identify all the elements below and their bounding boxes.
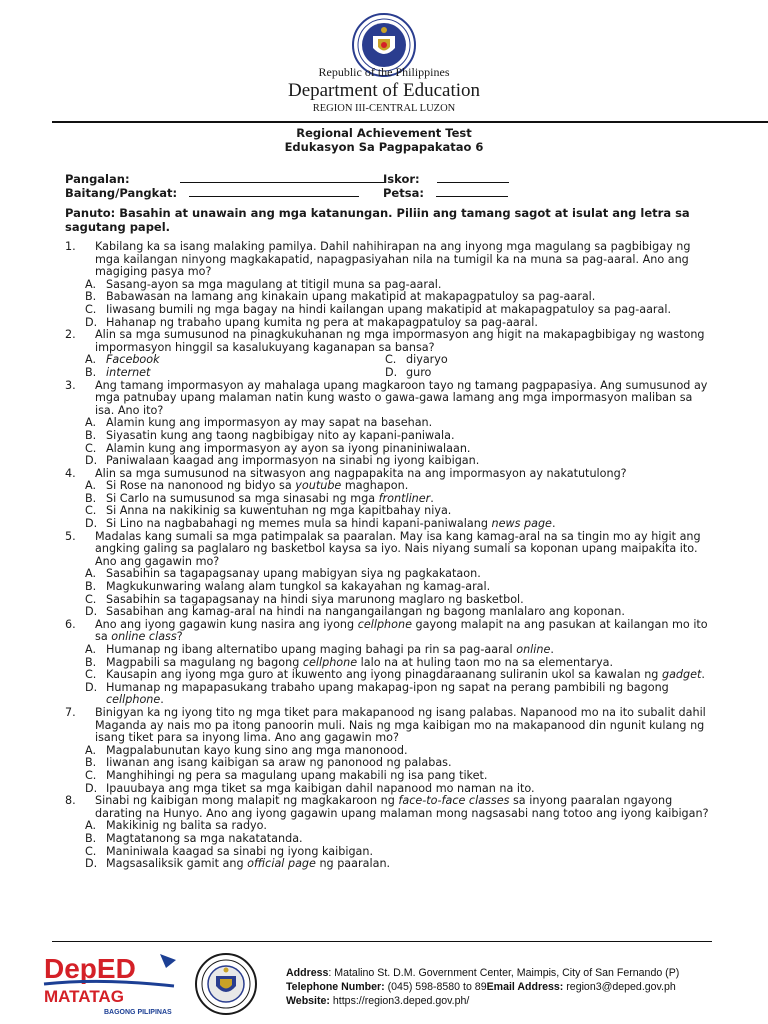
republic-seal-logo bbox=[194, 952, 258, 1016]
question-8 bbox=[65, 795, 715, 820]
iskor-label: Iskor: bbox=[383, 172, 420, 186]
question-text: Madalas kang sumali sa mga patimpalak sa paaralan. May isa kang kamag-aral na sa tingin mo ay higit ang angking galing sa paglalaro ng basketbol kaysa sa iyo. Nais niyang sumali sa koponan upang maipakita ito. Ano ang gagawin mo? bbox=[95, 529, 701, 568]
choice-letter: B. bbox=[85, 580, 97, 594]
address-line bbox=[286, 966, 679, 980]
republic-text: Republic of the Philippines bbox=[318, 65, 450, 79]
choice[interactable] bbox=[85, 833, 715, 846]
region-name: REGION III-CENTRAL LUZON bbox=[312, 103, 456, 114]
choice-letter: A. bbox=[85, 277, 97, 291]
choice-text-part: Si Carlo na sumusunod sa mga sinasabi ng mga bbox=[106, 491, 379, 505]
choice[interactable] bbox=[385, 367, 685, 380]
choice-text: Sasang-ayon sa mga magulang at titigil muna sa pag-aaral. bbox=[106, 277, 442, 291]
choice-text-part: Kausapin ang iyong mga guro at ikuwento ang iyong pinagdaraanang suliranin ukol sa kawalan ng bbox=[106, 668, 662, 682]
choice-letter: A. bbox=[85, 353, 97, 367]
choice-text: Iiwanan ang isang kaibigan sa araw ng panonood ng palabas. bbox=[106, 756, 452, 770]
question-6 bbox=[65, 619, 715, 644]
choice-letter: D. bbox=[85, 680, 98, 694]
choice-text: Sasabihin sa tagapagsanay na hindi siya marunong maglaro ng basketbol. bbox=[106, 592, 524, 606]
question-1 bbox=[65, 241, 715, 279]
choice-text: Alamin kung ang impormasyon ay ayon sa iyong pinaniniwalaan. bbox=[106, 441, 471, 455]
deped-matatag-logo bbox=[42, 950, 182, 1020]
choice-text-part: . bbox=[551, 517, 556, 531]
choice-letter: C. bbox=[85, 302, 97, 316]
choice-letter: C. bbox=[85, 844, 97, 858]
choice-text: Iiwasang bumili ng mga bagay na hindi kailangan upang makatipid at makapagpatuloy sa pag-aaral. bbox=[106, 302, 672, 316]
choice-text-part: . bbox=[701, 668, 705, 682]
petsa-blank[interactable] bbox=[436, 186, 508, 197]
choice-letter: C. bbox=[385, 353, 397, 367]
choice-text: Ipauubaya ang mga tiket sa mga kaibigan dahil napanood mo naman na ito. bbox=[106, 781, 535, 795]
question-number: 2. bbox=[65, 328, 76, 342]
choice-text-italic: news page bbox=[491, 517, 552, 531]
choice[interactable] bbox=[85, 455, 715, 468]
choice-letter: D. bbox=[85, 605, 98, 619]
question-2 bbox=[65, 329, 715, 354]
pangalan-blank[interactable] bbox=[180, 172, 386, 183]
address-label: Address bbox=[286, 967, 329, 979]
choice-text-italic: frontliner bbox=[378, 491, 431, 505]
matatag-wordmark: MATATAG bbox=[44, 987, 124, 1006]
choice[interactable] bbox=[85, 581, 715, 594]
iskor-blank[interactable] bbox=[437, 172, 509, 183]
choice-text: Alamin kung ang impormasyon ay may sapat na basehan. bbox=[106, 416, 433, 430]
telephone-label: Telephone Number: bbox=[286, 981, 385, 993]
choice-text: Magpalabunutan kayo kung sino ang mga manonood. bbox=[106, 743, 408, 757]
choice[interactable] bbox=[85, 430, 715, 443]
choice[interactable] bbox=[85, 858, 715, 871]
question-text bbox=[95, 619, 715, 644]
telephone-value: (045) 598-8580 to 89 bbox=[384, 981, 487, 993]
choice-text-italic: youtube bbox=[295, 479, 342, 493]
footer-divider bbox=[52, 941, 712, 942]
choice-letter: C. bbox=[85, 504, 97, 518]
question-5 bbox=[65, 531, 715, 569]
choice-letter: A. bbox=[85, 479, 97, 493]
choice-text-part: lalo na at huling taon mo na sa elementarya. bbox=[357, 655, 613, 669]
question-7 bbox=[65, 707, 715, 745]
choice-text-part: Magsasaliksik gamit ang bbox=[106, 857, 248, 871]
question-text bbox=[95, 795, 715, 820]
choice-letter: C. bbox=[85, 592, 97, 606]
phone-email-line bbox=[286, 980, 679, 994]
header-divider bbox=[52, 121, 768, 123]
choice-text: Facebook bbox=[106, 353, 160, 367]
question-text-part: Sinabi ng kaibigan mong malapit ng magkakaroon ng bbox=[95, 794, 399, 808]
petsa-field[interactable] bbox=[383, 186, 508, 200]
choice-letter: D. bbox=[85, 454, 98, 468]
choice-text: Maniniwala kaagad sa sinabi ng iyong kaibigan. bbox=[106, 844, 374, 858]
choice-text-italic: gadget bbox=[661, 668, 702, 682]
choice-letter: A. bbox=[85, 643, 97, 656]
choice-letter: A. bbox=[85, 416, 97, 430]
question-text-italic: face-to-face classes bbox=[398, 794, 510, 808]
choice-letter: B. bbox=[85, 290, 97, 304]
test-title bbox=[0, 126, 768, 154]
choice-text-part: Si Lino na nagbabahagi ng memes mula sa hindi kapani-paniwalang bbox=[106, 517, 492, 531]
bagong-pilipinas-text: BAGONG PILIPINAS bbox=[104, 1009, 172, 1016]
choice-text: Sasabihin sa tagapagsanay upang mabigyan siya ng pagkakataon. bbox=[106, 567, 481, 581]
choice-text-italic: online bbox=[516, 643, 551, 656]
choice-text-part: Humanap ng ibang alternatibo upang maging bahagi pa rin sa pag-aaral bbox=[106, 643, 517, 656]
choice-text: diyaryo bbox=[406, 353, 448, 367]
choice-text: Makikinig ng balita sa radyo. bbox=[106, 819, 267, 833]
question-number: 7. bbox=[65, 705, 76, 719]
choice-text bbox=[106, 518, 715, 531]
choice-letter: B. bbox=[85, 365, 97, 379]
choice-text: Magtatanong sa mga nakatatanda. bbox=[106, 831, 303, 845]
baitang-label: Baitang/Pangkat: bbox=[65, 186, 178, 200]
question-list bbox=[65, 241, 715, 871]
pangalan-field[interactable] bbox=[65, 172, 386, 186]
choice-grid bbox=[85, 354, 715, 379]
choice-text-part: Magpabili sa magulang ng bagong bbox=[106, 655, 303, 669]
choice-letter: B. bbox=[85, 428, 97, 442]
question-text-part: ? bbox=[176, 630, 183, 644]
choice-text bbox=[106, 858, 715, 871]
choice-letter: D. bbox=[85, 781, 98, 795]
choice-letter: C. bbox=[85, 768, 97, 782]
choice-letter: D. bbox=[385, 365, 398, 379]
choice-text-part: . bbox=[160, 693, 164, 707]
iskor-field[interactable] bbox=[383, 172, 509, 186]
website-link[interactable]: https://region3.deped.gov.ph/ bbox=[329, 995, 470, 1007]
choice-text-part: . bbox=[430, 491, 434, 505]
question-text-italic: cellphone bbox=[357, 617, 412, 631]
choice-text-part: Si Rose na nanonood ng bidyo sa bbox=[106, 479, 296, 493]
choice-text: Paniwalaan kaagad ang impormasyon na sinabi ng iyong kaibigan. bbox=[106, 454, 480, 468]
choice-letter: C. bbox=[85, 441, 97, 455]
choice-text: Si Anna na nakikinig sa kuwentuhan ng mga kapitbahay niya. bbox=[106, 504, 452, 518]
department-name: Department of Education bbox=[287, 80, 481, 101]
choice-letter: B. bbox=[85, 756, 97, 770]
choice[interactable] bbox=[85, 367, 385, 380]
question-text-italic: online class bbox=[111, 630, 177, 644]
choice[interactable] bbox=[85, 770, 715, 783]
choice-text bbox=[106, 682, 715, 707]
question-text: Alin sa mga sumusunod na sitwasyon ang nagpapakita na ang impormasyon ay nakatutulong? bbox=[95, 466, 627, 480]
instructions: Panuto: Basahin at unawain ang mga katanungan. Piliin ang tamang sagot at isulat ang letra sa sagutang papel. bbox=[65, 206, 690, 234]
contact-info bbox=[286, 966, 679, 1008]
question-text-part: Ano ang iyong gagawin kung nasira ang iyong bbox=[95, 617, 358, 631]
letterhead bbox=[0, 64, 768, 116]
choice[interactable] bbox=[85, 304, 715, 317]
question-number: 5. bbox=[65, 529, 76, 543]
website-line bbox=[286, 994, 679, 1008]
question-text: Ang tamang impormasyon ay mahalaga upang magkaroon tayo ng tamang pagpapasiya. Ang sumusunod ay mga patnubay upang malaman natin kung wasto o gawa-gawa lamang ang mga impormasyon maliban sa isa. Ano ito? bbox=[95, 378, 708, 417]
choice-text-part: maghapon. bbox=[341, 479, 409, 493]
question-text: Alin sa mga sumusunod na pinagkukuhanan ng mga impormasyon ang higit na makapagbibigay ng wastong impormasyon hinggil sa kasalukuyang kaganapan sa bansa? bbox=[95, 328, 705, 354]
choice-letter: D. bbox=[85, 857, 98, 871]
choice-letter: A. bbox=[85, 567, 97, 581]
choice[interactable] bbox=[85, 518, 715, 531]
website-label: Website: bbox=[286, 995, 330, 1007]
baitang-blank[interactable] bbox=[189, 186, 359, 197]
petsa-label: Petsa: bbox=[383, 186, 424, 200]
question-text: Binigyan ka ng iyong tito ng mga tiket para makapanood ng isang palabas. Napanood mo na ito subalit dahil Maganda ay nais mo pa itong panoorin muli. Nais ng mga kaibigan mo na makapanood din ngunit kulang ng isang tiket para sa inyong lima. Ano ang gagawin mo? bbox=[95, 705, 706, 745]
question-number: 1. bbox=[65, 240, 76, 253]
choice-letter: B. bbox=[85, 831, 97, 845]
choice-text: Magkukunwaring walang alam tungkol sa kakayahan ng kamag-aral. bbox=[106, 580, 491, 594]
choice-text-part: ng paaralan. bbox=[315, 857, 391, 871]
choice-letter: D. bbox=[85, 315, 98, 329]
email-value: region3@deped.gov.ph bbox=[563, 981, 676, 993]
question-text-part: gayong malapit na ang pasukan at kailangan mo ito sa bbox=[95, 617, 708, 644]
question-text-part: sa inyong paaralan ngayong darating na Hunyo. Ano ang iyong gagawin upang malaman mong nagsasabi nang totoo ang iyong kaibigan? bbox=[95, 794, 709, 820]
test-subject: Edukasyon Sa Pagpapakatao 6 bbox=[284, 140, 484, 154]
choice-text-italic: official page bbox=[247, 857, 316, 871]
choice-letter: A. bbox=[85, 819, 97, 833]
question-number: 4. bbox=[65, 466, 76, 480]
choice-letter: B. bbox=[85, 655, 97, 669]
deped-wordmark: DepED bbox=[44, 953, 136, 984]
choice-text-italic: cellphone bbox=[106, 693, 161, 707]
test-title-line1: Regional Achievement Test bbox=[296, 126, 472, 140]
email-label: Email Address: bbox=[486, 981, 564, 993]
choice-letter: D. bbox=[85, 517, 98, 531]
choice-text: Siyasatin kung ang taong nagbibigay nito ay kapani-paniwala. bbox=[106, 428, 455, 442]
choice-text: Babawasan na lamang ang kinakain upang makatipid at makapagpatuloy sa pag-aaral. bbox=[106, 290, 596, 304]
question-number: 6. bbox=[65, 617, 76, 631]
choice-text-part: . bbox=[550, 643, 554, 656]
question-text: Kabilang ka sa isang malaking pamilya. Dahil nahihirapan na ang inyong mga magulang sa pagbibigay ng mga kailangan ninyong magkakapatid, napagpasiyahan nila na tumigil ka na muna sa pag-aaral. Ano ang magiging pasya mo? bbox=[95, 240, 691, 279]
choice-text-part: Humanap ng mapapasukang trabaho upang makapag-ipon ng sapat na perang pambibili ng bagong bbox=[106, 680, 669, 694]
question-number: 3. bbox=[65, 378, 76, 392]
choice-letter: C. bbox=[85, 668, 97, 682]
choice-text: Hahanap ng trabaho upang kumita ng pera at makapagpatuloy sa pag-aaral. bbox=[106, 315, 538, 329]
question-3 bbox=[65, 380, 715, 418]
baitang-field[interactable] bbox=[65, 186, 359, 200]
choice-text-italic: cellphone bbox=[302, 655, 358, 669]
choice-letter: B. bbox=[85, 491, 97, 505]
choice[interactable] bbox=[85, 682, 715, 707]
choice-text: Sasabihan ang kamag-aral na hindi na nangangailangan ng bagong manlalaro ang koponan. bbox=[106, 605, 625, 619]
choice-letter: A. bbox=[85, 743, 97, 757]
pangalan-label: Pangalan: bbox=[65, 172, 130, 186]
question-number: 8. bbox=[65, 794, 76, 808]
choice-text: Manghihingi ng pera sa magulang upang makabili ng isa pang tiket. bbox=[106, 768, 488, 782]
address-value: : Matalino St. D.M. Government Center, Maimpis, City of San Fernando (P) bbox=[328, 967, 680, 979]
choice-text: guro bbox=[406, 365, 432, 379]
choice-text: internet bbox=[106, 365, 151, 379]
